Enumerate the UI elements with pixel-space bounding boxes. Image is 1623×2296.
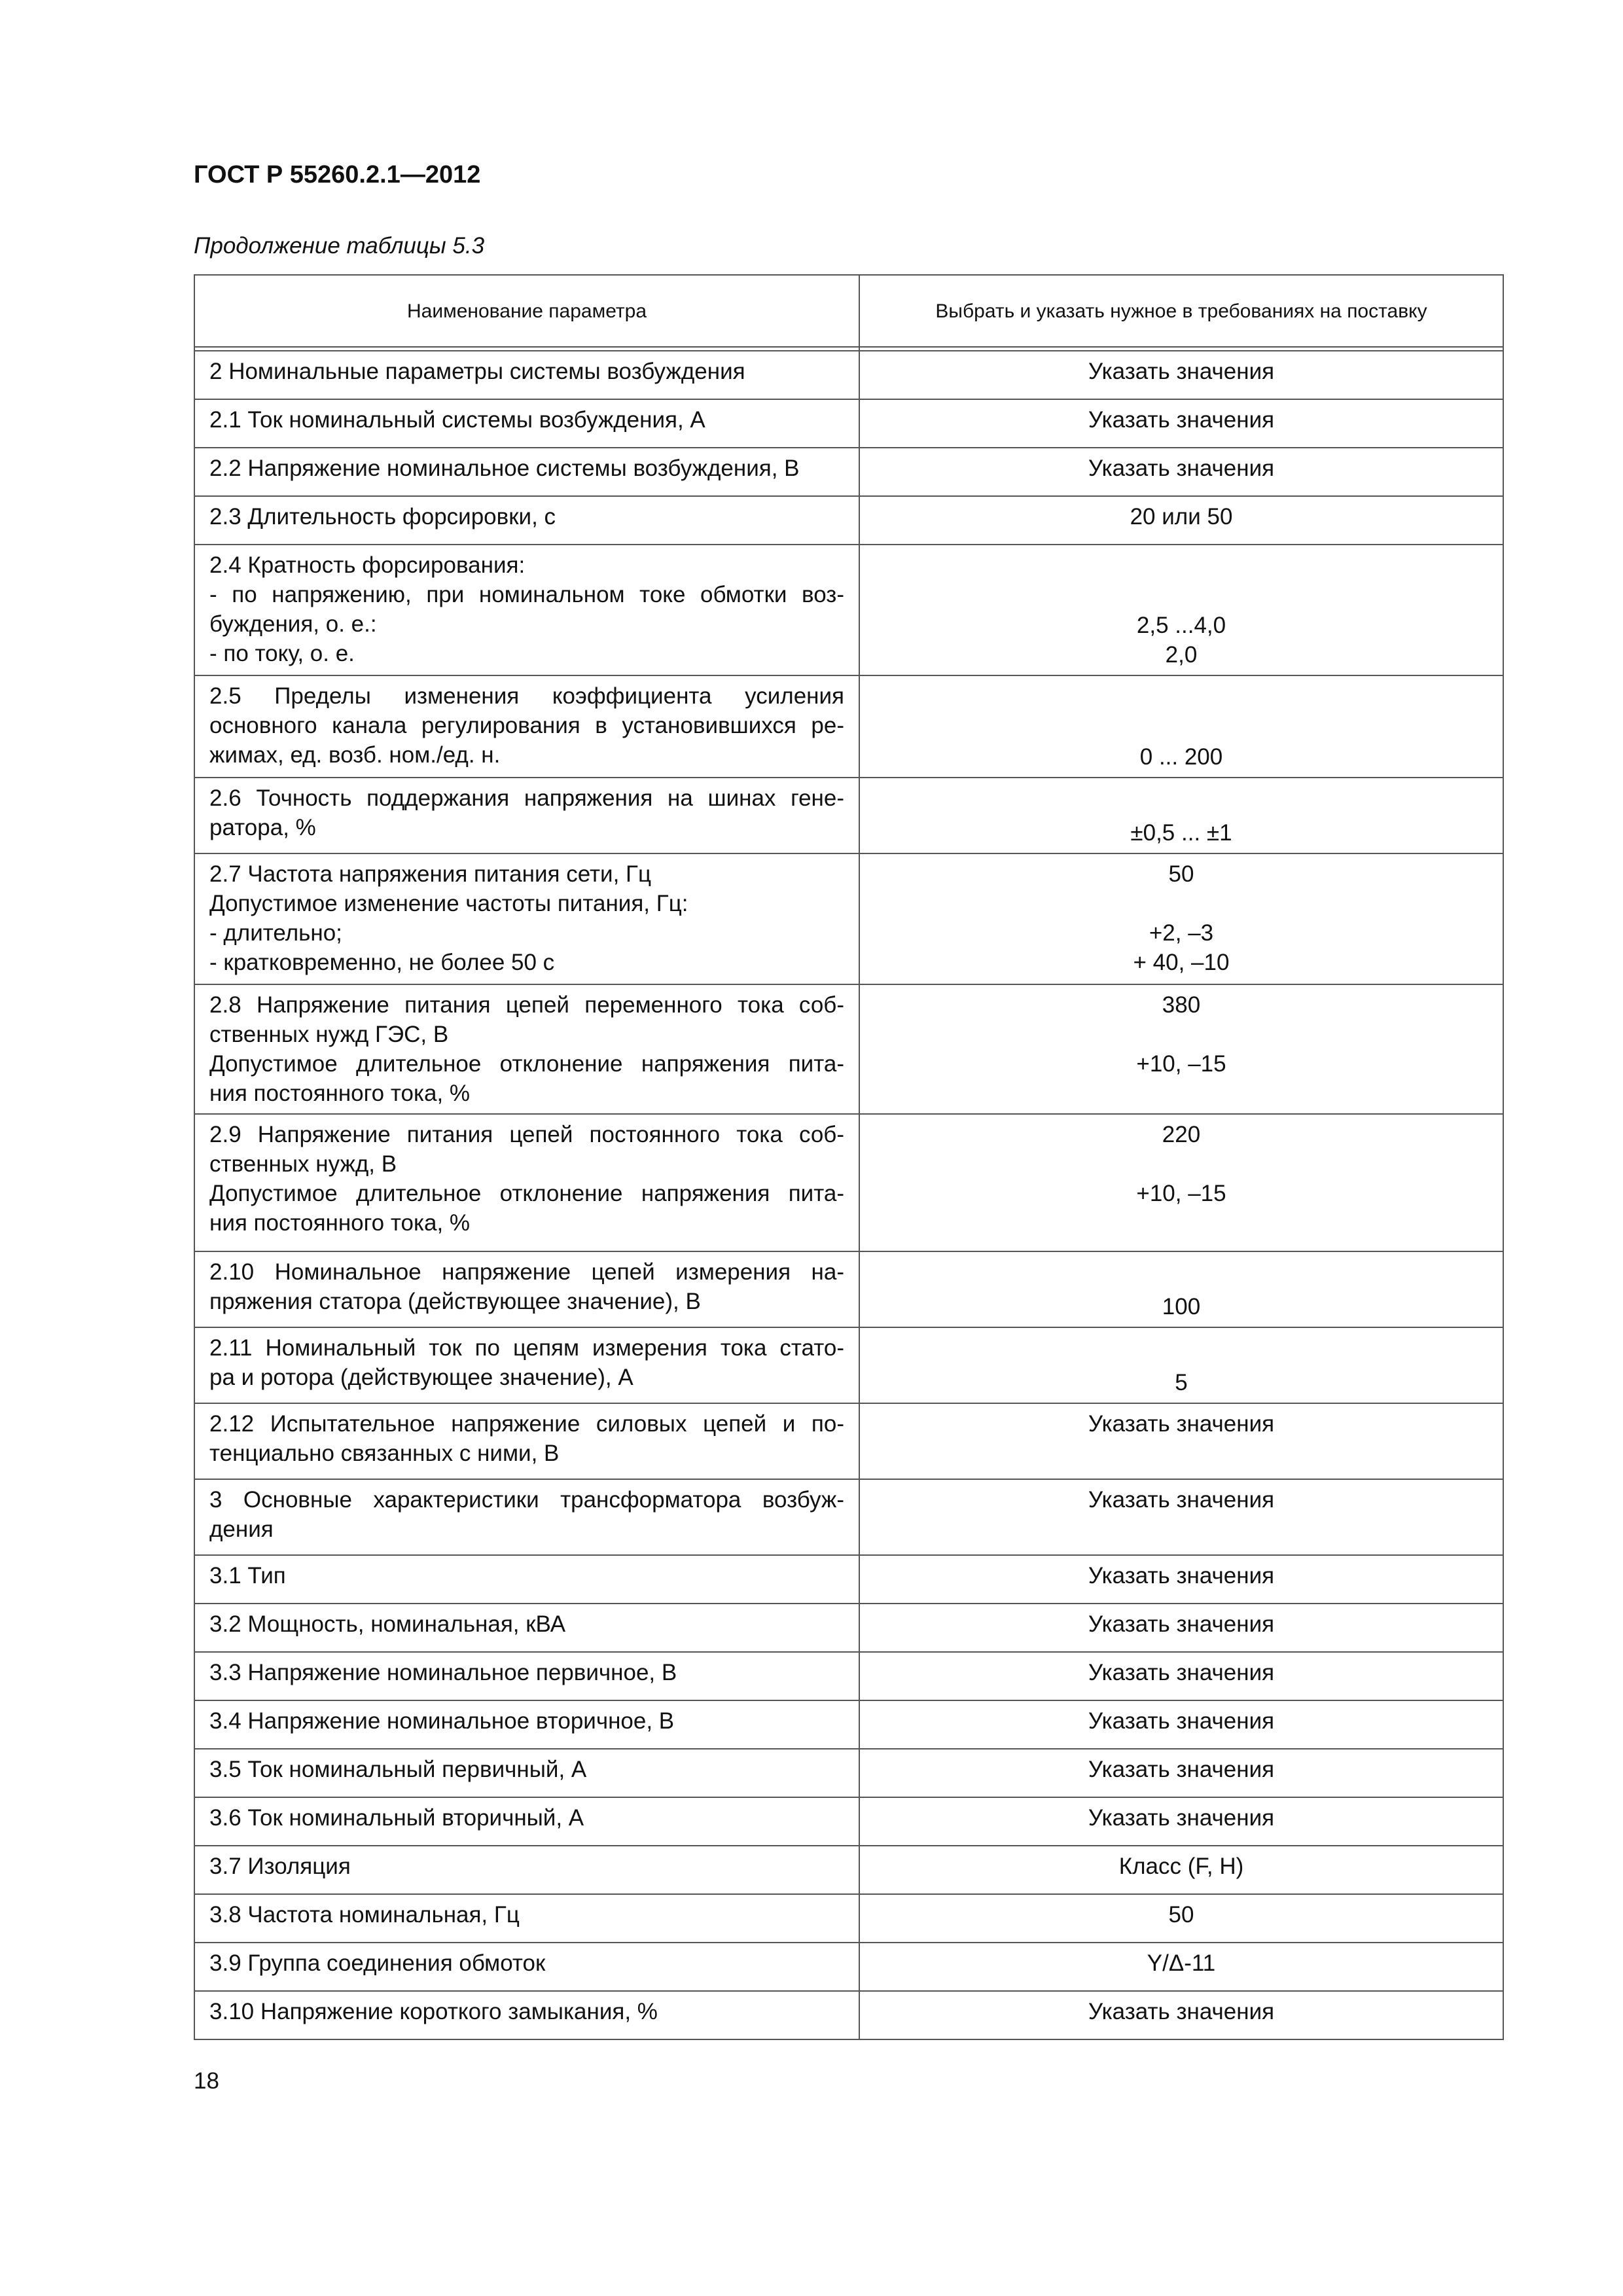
value-line: Указать значения bbox=[1088, 1999, 1275, 2024]
parameter-line: ственных нужд ГЭС, В bbox=[209, 1022, 449, 1047]
value-cell bbox=[859, 545, 1503, 675]
table-row bbox=[194, 1555, 1503, 1604]
value-line: Указать значения bbox=[1088, 1757, 1275, 1782]
value-line: Указать значения bbox=[1088, 1805, 1275, 1831]
parameter-cell bbox=[194, 675, 859, 778]
value-cell bbox=[859, 1479, 1503, 1555]
value-line: + 40, –10 bbox=[1133, 950, 1230, 975]
page-number: 18 bbox=[194, 2068, 219, 2094]
parameter-line: 3.6 Ток номинальный вторичный, А bbox=[209, 1805, 584, 1831]
parameter-cell bbox=[194, 853, 859, 984]
parameter-line: 3.10 Напряжение короткого замыкания, % bbox=[209, 1999, 658, 2024]
value-line: 50 bbox=[1168, 1902, 1194, 1928]
parameter-line: 3.9 Группа соединения обмоток bbox=[209, 1950, 546, 1976]
value-cell bbox=[859, 1114, 1503, 1251]
parameter-line: 2.5 Пределы изменения коэффициента усиления bbox=[209, 683, 844, 709]
parameter-line: 2.10 Номинальное напряжение цепей измерения на- bbox=[209, 1259, 844, 1285]
parameter-line: Допустимое длительное отклонение напряжения пита- bbox=[209, 1051, 844, 1077]
value-cell bbox=[859, 1327, 1503, 1403]
table-row bbox=[194, 1479, 1503, 1555]
parameter-line: ратора, % bbox=[209, 815, 316, 840]
parameter-line: 3 Основные характеристики трансформатора возбуж- bbox=[209, 1487, 844, 1513]
parameter-line: Допустимое изменение частоты питания, Гц: bbox=[209, 891, 688, 916]
table-row bbox=[194, 545, 1503, 675]
parameter-cell bbox=[194, 496, 859, 545]
table-header-row bbox=[194, 275, 1503, 347]
table-row bbox=[194, 1251, 1503, 1327]
parameter-line: 2.1 Ток номинальный системы возбуждения, А bbox=[209, 407, 705, 433]
value-line: Y/Δ-11 bbox=[1147, 1950, 1216, 1976]
table-row bbox=[194, 1327, 1503, 1403]
value-cell bbox=[859, 1604, 1503, 1652]
parameter-line: - длительно; bbox=[209, 920, 342, 946]
value-line: 380 bbox=[1162, 992, 1201, 1018]
table-row bbox=[194, 1652, 1503, 1700]
value-line: Указать значения bbox=[1088, 1411, 1275, 1437]
parameter-cell bbox=[194, 1604, 859, 1652]
value-cell bbox=[859, 399, 1503, 448]
value-cell bbox=[859, 1943, 1503, 1991]
column-header-parameter: Наименование параметра bbox=[194, 275, 859, 347]
table-row bbox=[194, 448, 1503, 496]
value-cell bbox=[859, 496, 1503, 545]
parameter-line: - по току, о. е. bbox=[209, 641, 355, 666]
value-line bbox=[866, 1020, 1496, 1049]
parameter-cell bbox=[194, 1652, 859, 1700]
table-row bbox=[194, 853, 1503, 984]
table-row bbox=[194, 399, 1503, 448]
parameter-line: 2.8 Напряжение питания цепей переменного тока соб- bbox=[209, 992, 844, 1018]
parameter-line: жимах, ед. возб. ном./ед. н. bbox=[209, 742, 501, 768]
parameter-line: 3.5 Ток номинальный первичный, А bbox=[209, 1757, 587, 1782]
table-row bbox=[194, 496, 1503, 545]
parameter-line: 2 Номинальные параметры системы возбуждения bbox=[209, 359, 745, 384]
table-row bbox=[194, 1991, 1503, 2039]
value-cell bbox=[859, 1403, 1503, 1479]
parameter-cell bbox=[194, 984, 859, 1114]
value-line: Указать значения bbox=[1088, 1563, 1275, 1588]
parameter-cell bbox=[194, 545, 859, 675]
table-row bbox=[194, 1403, 1503, 1479]
parameter-cell bbox=[194, 1555, 859, 1604]
value-cell bbox=[859, 1251, 1503, 1327]
table-row bbox=[194, 675, 1503, 778]
parameter-cell bbox=[194, 1749, 859, 1797]
value-line: Указать значения bbox=[1088, 456, 1275, 481]
value-cell bbox=[859, 1846, 1503, 1894]
parameter-cell bbox=[194, 1327, 859, 1403]
table-row bbox=[194, 1604, 1503, 1652]
table-row bbox=[194, 1797, 1503, 1846]
value-cell bbox=[859, 1555, 1503, 1604]
parameter-line: ния постоянного тока, % bbox=[209, 1210, 471, 1236]
value-line: 20 или 50 bbox=[1130, 504, 1233, 529]
parameter-cell bbox=[194, 778, 859, 853]
parameter-line: ра и ротора (действующее значение), А bbox=[209, 1365, 633, 1390]
parameter-line: буждения, о. е.: bbox=[209, 611, 377, 637]
parameter-line: 2.9 Напряжение питания цепей постоянного тока соб- bbox=[209, 1122, 844, 1147]
parameter-cell bbox=[194, 1991, 859, 2039]
value-cell bbox=[859, 1991, 1503, 2039]
value-line: 5 bbox=[1175, 1370, 1188, 1395]
parameter-line: - по напряжению, при номинальном токе обмотки воз- bbox=[209, 582, 844, 607]
parameter-line: 3.1 Тип bbox=[209, 1563, 286, 1588]
value-cell bbox=[859, 351, 1503, 399]
parameter-line: ния постоянного тока, % bbox=[209, 1081, 471, 1106]
value-line: Класс (F, H) bbox=[1118, 1854, 1244, 1879]
value-line: +2, –3 bbox=[1149, 920, 1214, 946]
value-line: ±0,5 ... ±1 bbox=[1130, 820, 1232, 846]
parameter-cell bbox=[194, 351, 859, 399]
value-line: Указать значения bbox=[1088, 1611, 1275, 1637]
value-line: Указать значения bbox=[1088, 407, 1275, 433]
value-cell bbox=[859, 1652, 1503, 1700]
value-line: +10, –15 bbox=[1136, 1051, 1226, 1077]
value-cell bbox=[859, 1797, 1503, 1846]
value-cell bbox=[859, 984, 1503, 1114]
value-line bbox=[866, 889, 1496, 918]
parameter-line: 3.3 Напряжение номинальное первичное, В bbox=[209, 1660, 677, 1685]
parameter-line: 3.4 Напряжение номинальное вторичное, В bbox=[209, 1708, 675, 1734]
value-line bbox=[866, 1149, 1496, 1179]
value-cell bbox=[859, 448, 1503, 496]
table-row bbox=[194, 1894, 1503, 1943]
value-line: 50 bbox=[1168, 861, 1194, 887]
parameter-line: основного канала регулирования в установившихся ре- bbox=[209, 713, 844, 738]
table-row bbox=[194, 1846, 1503, 1894]
value-line: 2,5 ...4,0 bbox=[1136, 613, 1226, 638]
value-line: +10, –15 bbox=[1136, 1181, 1226, 1206]
parameter-cell bbox=[194, 1894, 859, 1943]
parameter-cell bbox=[194, 1943, 859, 1991]
table-row bbox=[194, 778, 1503, 853]
parameter-line: 2.12 Испытательное напряжение силовых цепей и по- bbox=[209, 1411, 844, 1437]
parameter-cell bbox=[194, 1403, 859, 1479]
parameter-cell bbox=[194, 1251, 859, 1327]
parameter-line: дения bbox=[209, 1516, 274, 1542]
value-cell bbox=[859, 853, 1503, 984]
value-line: 220 bbox=[1162, 1122, 1201, 1147]
table-row bbox=[194, 1700, 1503, 1749]
parameter-line: Допустимое длительное отклонение напряжения пита- bbox=[209, 1181, 844, 1206]
value-line: Указать значения bbox=[1088, 1708, 1275, 1734]
parameter-cell bbox=[194, 448, 859, 496]
parameter-line: 2.4 Кратность форсирования: bbox=[209, 552, 526, 578]
parameter-cell bbox=[194, 1797, 859, 1846]
parameter-line: 2.7 Частота напряжения питания сети, Гц bbox=[209, 861, 652, 887]
parameter-line: 2.11 Номинальный ток по цепям измерения тока стато- bbox=[209, 1335, 844, 1361]
parameter-cell bbox=[194, 399, 859, 448]
value-cell bbox=[859, 1700, 1503, 1749]
parameter-line: 3.8 Частота номинальная, Гц bbox=[209, 1902, 520, 1928]
parameter-line: пряжения статора (действующее значение), В bbox=[209, 1289, 701, 1314]
parameters-table bbox=[194, 274, 1504, 2040]
value-line: 0 ... 200 bbox=[1139, 744, 1223, 770]
parameter-line: тенциально связанных с ними, В bbox=[209, 1441, 560, 1466]
parameter-line: 3.7 Изоляция bbox=[209, 1854, 351, 1879]
value-line: Указать значения bbox=[1088, 1660, 1275, 1685]
parameter-cell bbox=[194, 1479, 859, 1555]
value-line: 2,0 bbox=[1165, 642, 1198, 668]
parameter-line: 2.3 Длительность форсировки, с bbox=[209, 504, 556, 529]
value-cell bbox=[859, 778, 1503, 853]
table-row bbox=[194, 1114, 1503, 1251]
parameter-line: 3.2 Мощность, номинальная, кВА bbox=[209, 1611, 566, 1637]
parameter-cell bbox=[194, 1700, 859, 1749]
table-row bbox=[194, 351, 1503, 399]
table-row bbox=[194, 1943, 1503, 1991]
parameter-line: - кратковременно, не более 50 с bbox=[209, 950, 555, 975]
value-cell bbox=[859, 1749, 1503, 1797]
parameter-cell bbox=[194, 1846, 859, 1894]
column-header-value: Выбрать и указать нужное в требованиях на поставку bbox=[859, 275, 1503, 347]
value-line: 100 bbox=[1162, 1294, 1201, 1319]
parameter-line: 2.6 Точность поддержания напряжения на шинах гене- bbox=[209, 785, 844, 811]
table-row bbox=[194, 1749, 1503, 1797]
table-caption: Продолжение таблицы 5.3 bbox=[194, 233, 485, 259]
table-row bbox=[194, 984, 1503, 1114]
value-cell bbox=[859, 1894, 1503, 1943]
parameter-line: ственных нужд, В bbox=[209, 1151, 397, 1177]
parameter-line: 2.2 Напряжение номинальное системы возбуждения, В bbox=[209, 456, 800, 481]
value-cell bbox=[859, 675, 1503, 778]
standard-title: ГОСТ Р 55260.2.1—2012 bbox=[194, 161, 481, 188]
parameter-cell bbox=[194, 1114, 859, 1251]
value-line: Указать значения bbox=[1088, 359, 1275, 384]
value-line: Указать значения bbox=[1088, 1487, 1275, 1513]
